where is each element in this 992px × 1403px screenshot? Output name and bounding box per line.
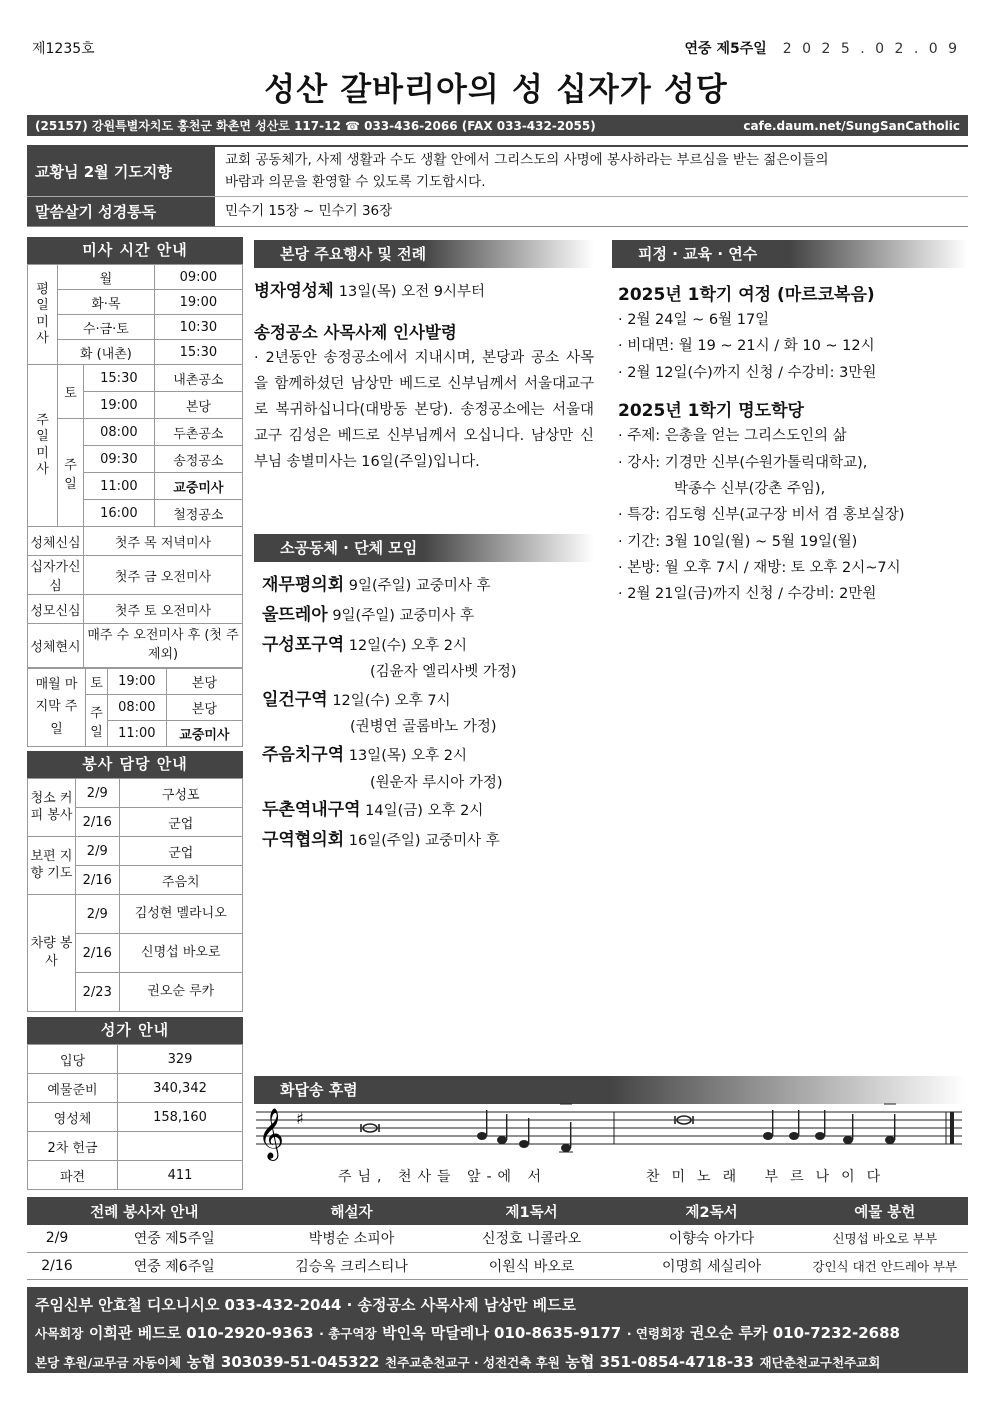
hymn-label: 예물준비 xyxy=(28,1074,118,1103)
psalm-lyrics-1: 주님, 천사들 앞-에 서 xyxy=(338,1169,548,1185)
last-place: 교중미사 xyxy=(166,721,242,747)
service-who: 김성현 멜라니오 xyxy=(119,895,242,934)
staff-sunday: 연중 제6주일 xyxy=(87,1252,262,1279)
last-time: 08:00 xyxy=(108,695,167,721)
devotion-text: 첫주 목 저녁미사 xyxy=(84,527,243,556)
hymn-value: 340,342 xyxy=(118,1074,243,1103)
sun-time: 11:00 xyxy=(84,473,155,500)
weekday-time: 10:30 xyxy=(154,315,242,340)
intentions-box xyxy=(27,145,968,227)
meeting-name: 주음치구역 xyxy=(262,744,345,765)
service-who: 권오순 루카 xyxy=(119,973,242,1012)
course-line: · 2월 12일(수)까지 신청 / 수강비: 3만원 xyxy=(618,364,877,381)
address-text: (25157) 강원특별자치도 홍천군 화촌면 성산로 117-12 ☎ 033-436-2066 (FAX 033-432-2055) xyxy=(35,119,596,133)
bible-reading-text: 민수기 15장 ~ 민수기 36장 xyxy=(225,203,393,219)
devotion-name: 성체신심 xyxy=(28,527,84,556)
devotion-text: 첫주 토 오전미사 xyxy=(84,595,243,624)
course-line: · 2월 24일 ~ 6월 17일 xyxy=(618,312,770,328)
footer-account: 농협 351-0854-4718-33 xyxy=(565,1353,754,1371)
course-line: · 기간: 3월 10일(월) ~ 5월 19일(월) xyxy=(618,533,858,550)
issue-date xyxy=(685,38,960,58)
service-who: 군업 xyxy=(119,808,242,837)
course-line: · 본방: 월 오후 7시 / 재방: 토 오후 2시~7시 xyxy=(618,560,901,576)
event-title: 송정공소 사목사제 인사발령 xyxy=(254,323,457,342)
mass-times-heading: 미사 시간 안내 xyxy=(27,237,243,264)
hymn-label: 입당 xyxy=(28,1045,118,1074)
devotion-text: 첫주 금 오전미사 xyxy=(84,556,243,595)
staff-offering: 신명섭 바오로 부부 xyxy=(802,1225,968,1252)
weekday-time: 19:00 xyxy=(154,290,242,315)
service-date: 2/9 xyxy=(76,895,120,934)
table-row xyxy=(27,1225,968,1252)
meeting-item xyxy=(262,741,602,771)
meeting-text: 14일(금) 오후 2시 xyxy=(365,802,484,819)
last-sun-label: 주일 xyxy=(86,695,108,747)
meeting-text: 9일(주일) 교중미사 후 xyxy=(332,607,475,624)
weekday-day: 화·목 xyxy=(58,290,155,315)
course-title: 2025년 1학기 여정 (마르코복음) xyxy=(618,285,875,305)
last-sunday-label: 매월 마지막 주일 xyxy=(28,669,86,747)
last-sat-label: 토 xyxy=(86,669,108,695)
meeting-name: 재무평의회 xyxy=(262,575,345,595)
staff-reader1: 신정호 니콜라오 xyxy=(442,1225,622,1252)
pope-intention-text xyxy=(215,147,968,196)
pope-line1: 교회 공동체가, 사제 생활과 수도 생활 안에서 그리스도의 사명에 봉사하라는 부르심을 받는 젊은이들의 xyxy=(225,152,829,168)
staff-offering: 강인식 대건 안드레아 부부 xyxy=(802,1252,968,1279)
meeting-name: 울뜨레아 xyxy=(262,604,328,625)
footer-role: 천주교춘천교구 · 성전건축 후원 xyxy=(385,1355,560,1370)
staff-header: 해설자 xyxy=(262,1197,442,1225)
meeting-item xyxy=(262,796,602,826)
devotion-text: 매주 수 오전미사 후 (첫 주 제외) xyxy=(84,624,243,668)
footer-role: · 연령회장 xyxy=(626,1326,685,1341)
service-group-name: 차량 봉사 xyxy=(28,895,76,1012)
event-title: 병자영성체 xyxy=(254,281,334,300)
parish-events-heading: 본당 주요행사 및 전례 xyxy=(254,240,594,268)
hymn-label: 파견 xyxy=(28,1161,118,1190)
course-line: · 비대면: 월 19 ~ 21시 / 화 10 ~ 12시 xyxy=(618,338,875,355)
mass-times-table xyxy=(27,264,243,668)
weekday-day: 화 (내촌) xyxy=(58,340,155,365)
group-meetings xyxy=(262,571,602,855)
course-line: · 특강: 김도형 신부(교구장 비서 겸 홍보실장) xyxy=(618,507,905,524)
liturgy-staff-table xyxy=(27,1197,968,1280)
footer-line2 xyxy=(35,1319,960,1348)
sat-time: 19:00 xyxy=(84,392,155,419)
footer-line1: 주임신부 안효철 디오니시오 033-432-2044 · 송정공소 사목사제 남상만 베드로 xyxy=(35,1296,577,1314)
weekday-day: 월 xyxy=(58,265,155,290)
meeting-text: 12일(수) 오후 2시 xyxy=(348,637,467,654)
footer-line3 xyxy=(35,1348,960,1377)
course-line: 박종수 신부(강촌 주임), xyxy=(674,480,826,497)
sun-label: 주일 xyxy=(58,419,84,527)
footer-contact: 권오순 루카 010-7232-2688 xyxy=(689,1324,900,1342)
last-time: 19:00 xyxy=(108,669,167,695)
groups-heading: 소공동체 · 단체 모임 xyxy=(254,534,594,562)
table-row xyxy=(27,1252,968,1279)
staff-commentator: 김승옥 크리스티나 xyxy=(262,1252,442,1279)
meeting-name: 구성포구역 xyxy=(262,634,345,655)
footer-role: 본당 후원/교무금 자동이체 xyxy=(35,1355,182,1370)
service-date: 2/16 xyxy=(76,808,120,837)
footer-contact: 이희관 베드로 010-2920-9363 xyxy=(88,1324,314,1342)
meeting-text: 9일(주일) 교중미사 후 xyxy=(348,578,491,594)
svg-text:♯: ♯ xyxy=(296,1109,304,1128)
date-text: 2 0 2 5 . 0 2 . 0 9 xyxy=(782,41,960,57)
hymn-value: 158,160 xyxy=(118,1103,243,1132)
devotion-name: 성모신심 xyxy=(28,595,84,624)
service-date: 2/16 xyxy=(76,866,120,895)
meeting-name: 구역협의회 xyxy=(262,829,345,850)
course-title: 2025년 1학기 명도학당 xyxy=(618,401,804,422)
service-date: 2/9 xyxy=(76,779,120,808)
staff-reader2: 이명희 세실리아 xyxy=(622,1252,802,1279)
meeting-text: 12일(수) 오후 7시 xyxy=(332,692,451,709)
last-place: 본당 xyxy=(166,695,242,721)
address-bar xyxy=(27,115,968,136)
sun-place: 철정공소 xyxy=(154,500,242,527)
last-sunday-table xyxy=(27,668,243,747)
weekday-label: 평일미사 xyxy=(28,265,58,365)
hymn-value: 411 xyxy=(118,1161,243,1190)
staff-date: 2/16 xyxy=(27,1252,87,1279)
last-time: 11:00 xyxy=(108,721,167,747)
sun-place: 교중미사 xyxy=(154,473,242,500)
sat-place: 내촌공소 xyxy=(154,365,242,392)
footer-contacts xyxy=(27,1287,968,1373)
staff-sunday: 연중 제5주일 xyxy=(87,1225,262,1252)
service-who: 군업 xyxy=(119,837,242,866)
retreat-heading: 피정 · 교육 · 연수 xyxy=(612,240,968,268)
meeting-text: 13일(목) 오후 2시 xyxy=(348,747,467,764)
staff-reader1: 이원식 바오로 xyxy=(442,1252,622,1279)
meeting-item xyxy=(262,571,602,601)
meeting-item xyxy=(262,826,602,856)
sunday-label: 주일미사 xyxy=(28,365,58,527)
footer-account: 농협 303039-51-045322 xyxy=(186,1353,380,1371)
liturgical-sunday: 연중 제5주일 xyxy=(684,41,767,57)
meeting-name: 두촌역내구역 xyxy=(262,799,361,820)
meeting-text: 16일(주일) 교중미사 후 xyxy=(348,832,500,849)
hymn-table xyxy=(27,1044,243,1190)
bible-reading-label: 말씀살기 성경통독 xyxy=(27,197,215,226)
staff-header: 예물 봉헌 xyxy=(802,1197,968,1225)
sat-time: 15:30 xyxy=(84,365,155,392)
sun-time: 09:30 xyxy=(84,446,155,473)
hymn-label: 영성체 xyxy=(28,1103,118,1132)
page-title: 성산 갈바리아의 성 십자가 성당 xyxy=(264,70,728,108)
hymn-value xyxy=(118,1132,243,1161)
parish-events xyxy=(254,277,594,475)
psalm-heading: 화답송 후렴 xyxy=(254,1076,966,1104)
staff-header: 제1독서 xyxy=(442,1197,622,1225)
svg-text:𝄞: 𝄞 xyxy=(258,1108,285,1159)
hymn-heading: 성가 안내 xyxy=(27,1017,243,1044)
hymn-label: 2차 헌금 xyxy=(28,1132,118,1161)
psalm-lyrics-2: 찬미노래 부르나이다 xyxy=(646,1169,893,1185)
meeting-host: (권병연 골롬바노 가정) xyxy=(350,719,497,736)
footer-contact: 박인옥 막달레나 010-8635-9177 xyxy=(382,1324,622,1342)
course-line: · 강사: 기경만 신부(수원가톨릭대학교), xyxy=(618,454,868,471)
footer-role: 사목회장 xyxy=(35,1326,84,1341)
sat-place: 본당 xyxy=(154,392,242,419)
psalm-score xyxy=(254,1102,966,1192)
service-group-name: 보편 지향 기도 xyxy=(28,837,76,895)
course-line: · 주제: 은총을 얻는 그리스도인의 삶 xyxy=(618,428,847,445)
service-who: 주음치 xyxy=(119,866,242,895)
footer-role: 재단춘천교구천주교회 xyxy=(759,1355,881,1370)
left-column xyxy=(27,237,243,1190)
meeting-host: (김윤자 엘리사벳 가정) xyxy=(370,664,517,681)
staff-reader2: 이향숙 아가다 xyxy=(622,1225,802,1252)
meeting-host: (원운자 루시아 가정) xyxy=(370,774,503,791)
service-date: 2/16 xyxy=(76,934,120,973)
meeting-item xyxy=(262,601,602,631)
meeting-item xyxy=(262,631,602,661)
service-table xyxy=(27,778,243,1012)
weekday-time: 09:00 xyxy=(154,265,242,290)
hymn-value: 329 xyxy=(118,1045,243,1074)
event-text: 13일(목) 오전 9시부터 xyxy=(338,284,486,300)
devotion-name: 십자가신심 xyxy=(28,556,84,595)
footer-role: · 총구역장 xyxy=(319,1326,377,1341)
service-group-name: 청소 커피 봉사 xyxy=(28,779,76,837)
announcement-text: · 2년동안 송정공소에서 지내시며, 본당과 공소 사목을 함께하셨던 남상만 베드로 신부님께서 서울대교구로 복귀하십니다(대방동 본당). 송정공소에는 서울대교구 김성은 베드로 신부님께서 오십니다. 남상만 신부님 송별미사는 16일(주일)입니다. xyxy=(254,350,594,471)
service-date: 2/23 xyxy=(76,973,120,1012)
sun-place: 두촌공소 xyxy=(154,419,242,446)
service-who: 신명섭 바오로 xyxy=(119,934,242,973)
staff-header: 전례 봉사자 안내 xyxy=(27,1197,262,1225)
staff-commentator: 박병순 소피아 xyxy=(262,1225,442,1252)
retreat-section xyxy=(618,280,978,608)
devotion-name: 성체현시 xyxy=(28,624,84,668)
weekday-time: 15:30 xyxy=(154,340,242,365)
course-line: · 2월 21일(금)까지 신청 / 수강비: 2만원 xyxy=(618,586,877,603)
meeting-name: 일건구역 xyxy=(262,689,328,710)
meeting-item xyxy=(262,686,602,716)
last-place: 본당 xyxy=(166,669,242,695)
service-date: 2/9 xyxy=(76,837,120,866)
issue-number: 제1235호 xyxy=(32,41,95,57)
staff-date: 2/9 xyxy=(27,1225,87,1252)
saturday-label: 토 xyxy=(58,365,84,419)
pope-line2: 바람과 의문을 환영할 수 있도록 기도합시다. xyxy=(225,173,486,190)
sun-place: 송정공소 xyxy=(154,446,242,473)
staff-header: 제2독서 xyxy=(622,1197,802,1225)
pope-intention-label: 교황님 2월 기도지향 xyxy=(27,147,215,196)
cafe-link[interactable]: cafe.daum.net/SungSanCatholic xyxy=(743,118,960,133)
sun-time: 16:00 xyxy=(84,500,155,527)
weekday-day: 수·금·토 xyxy=(58,315,155,340)
service-who: 구성포 xyxy=(119,779,242,808)
service-heading: 봉사 담당 안내 xyxy=(27,751,243,778)
sun-time: 08:00 xyxy=(84,419,155,446)
